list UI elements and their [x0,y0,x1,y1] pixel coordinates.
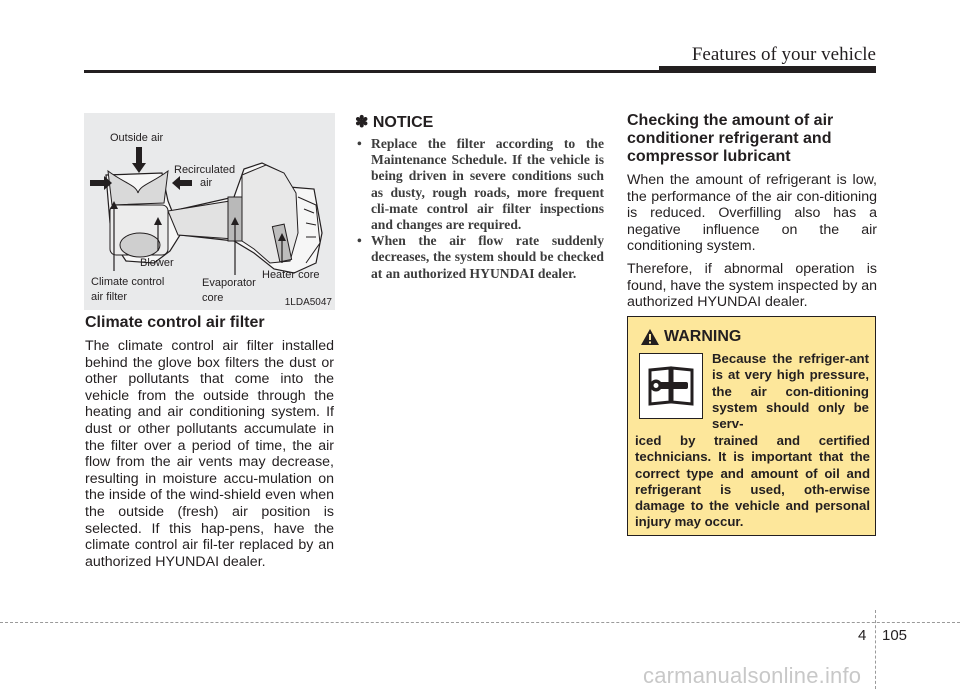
page-section-number: 4 [858,627,867,644]
warning-box [627,316,876,536]
label-filter-line1: Climate control [91,276,165,288]
footer-rule [0,622,960,623]
warning-text-top: Because the refriger-ant is at very high pressure, the air con-ditioning system should only be serv- [712,351,869,432]
notice-title: NOTICE [372,114,434,131]
wrench-book-icon [640,354,702,418]
notice-list [355,136,604,282]
section-heading-refrigerant: Checking the amount of air conditioner refrigerant and compressor lubricant [627,112,834,165]
page-number: 105 [882,627,908,644]
notice-item [355,233,604,282]
notice-item [355,136,604,233]
label-filter-line2: air filter [91,291,128,303]
page-header-title: Features of your vehicle [691,44,876,65]
section-body-refrigerant [627,172,877,317]
label-evaporator-line2: core [202,292,224,304]
bullet: • [357,136,362,151]
notice-heading [355,112,433,132]
label-recirculated-line1: Recirculated [174,164,236,176]
bullet: • [357,233,362,249]
notice-symbol: ✽ [355,114,369,131]
hvac-diagram [84,113,335,310]
warning-triangle-icon [640,328,660,346]
section-heading-air-filter: Climate control air filter [85,314,265,331]
header-rule-accent [659,66,876,73]
label-blower: Blower [140,257,174,269]
label-evaporator-line1: Evaporator [202,277,256,289]
paragraph: Therefore, if abnormal operation is found, have the system inspected by an authorized HYUNDAI dealer. [627,260,878,311]
warning-title: WARNING [664,328,742,345]
label-outside-air: Outside air [110,132,164,144]
service-manual-icon [639,353,703,419]
section-body-air-filter: The climate control air filter installed behind the glove box filters the dust or other pollutants that come into the vehicle from the outside through the heating and air conditioning system. If dust or other pollutants accumulate in the filter over a period of time, the air flow from the air vents may decrease, resulting in moisture accu-mulation on the inside of the wind-shield even when the outside (fresh) air position is selected. If this hap-pens, have the climate control air fil-ter replaced by an authorized HYUNDAI dealer. [85,338,334,570]
label-recirculated-line2: air [200,177,213,189]
warning-text-bottom: iced by trained and certified technicians. It is important that the correct type and amount of oil and refrigerant is used, oth-erwise damage to the vehicle and personal injury may occur. [635,433,870,530]
watermark: carmanualsonline.info [643,663,862,688]
paragraph: When the amount of refrigerant is low, the performance of the air con-ditioning is reduced. Overfilling also has a negative influence on the air conditioning system. [627,172,877,255]
notice-item-text: Replace the filter according to the Maintenance Schedule. If the vehicle is being driven in severe conditions such as dusty, rough roads, more frequent cli-mate control air filter inspections and changes are required. [371,136,604,233]
footer-divider [875,610,876,689]
figure-id: 1LDA5047 [284,297,332,308]
notice-item-text: When the air flow rate suddenly decreases, the system should be checked at an authorized HYUNDAI dealer. [371,233,604,281]
label-heater-core: Heater core [262,269,320,281]
